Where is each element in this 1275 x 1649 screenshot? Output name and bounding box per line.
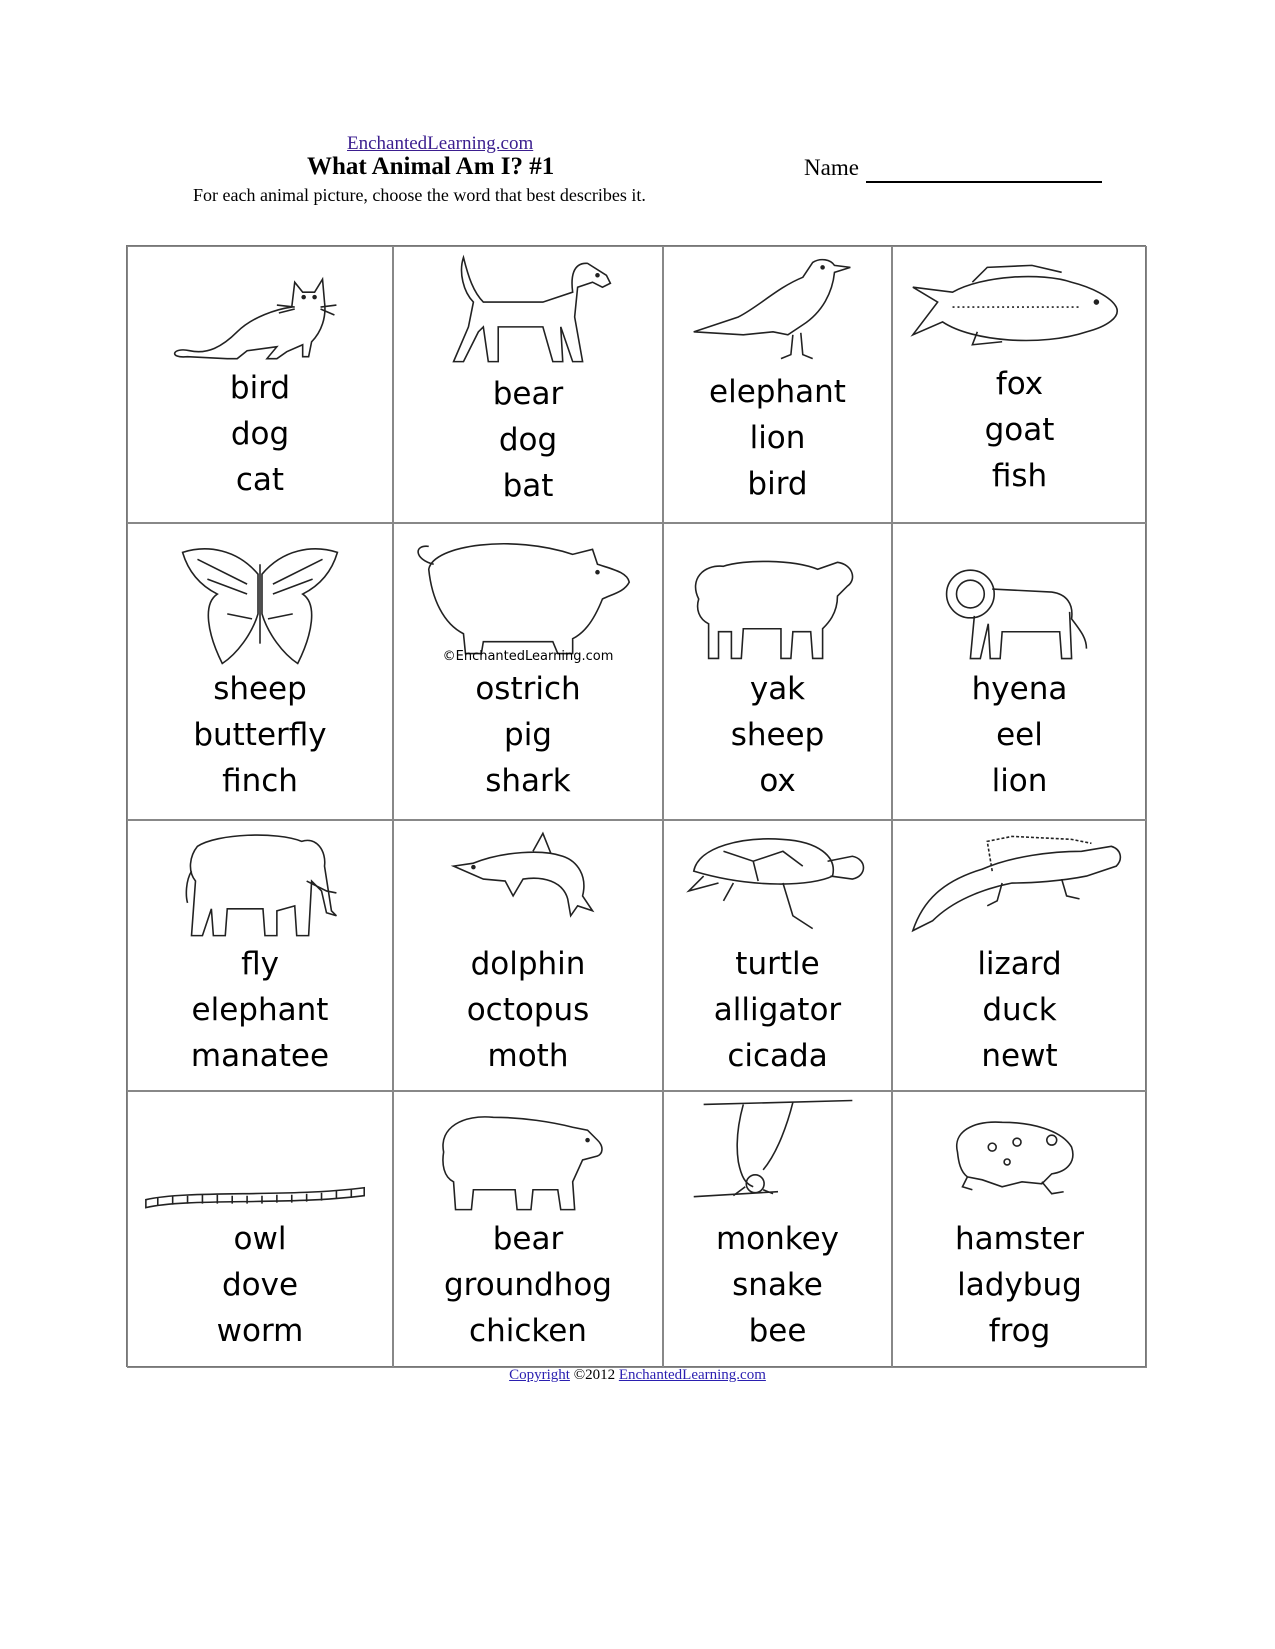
word-option[interactable]: dove <box>221 1267 299 1303</box>
word-choices <box>893 941 1146 1079</box>
word-choices <box>664 666 891 804</box>
name-blank-line[interactable] <box>866 181 1102 183</box>
word-option[interactable]: hyena <box>971 671 1068 707</box>
animal-cell-5 <box>127 523 393 820</box>
word-option[interactable]: ladybug <box>957 1267 1082 1303</box>
word-option[interactable]: bee <box>748 1313 807 1349</box>
monkey-icon <box>664 1092 891 1222</box>
word-option[interactable]: cicada <box>727 1038 828 1074</box>
copyright-year: ©2012 <box>573 1367 616 1383</box>
word-option[interactable]: hamster <box>955 1221 1084 1257</box>
word-option[interactable]: frog <box>988 1313 1051 1349</box>
animal-cell-10 <box>393 820 663 1091</box>
word-option[interactable]: dolphin <box>470 946 586 982</box>
word-option[interactable]: owl <box>233 1221 287 1257</box>
animal-cell-7 <box>663 523 892 820</box>
elephant-icon <box>128 821 392 951</box>
word-option[interactable]: elephant <box>709 374 846 410</box>
word-option[interactable]: butterfly <box>193 717 327 753</box>
word-choices <box>394 941 662 1079</box>
word-option[interactable]: alligator <box>713 992 842 1028</box>
word-option[interactable]: bat <box>502 468 554 504</box>
watermark-text: ©EnchantedLearning.com <box>442 649 614 664</box>
dog-icon <box>394 247 662 377</box>
animal-cell-8 <box>892 523 1147 820</box>
word-option[interactable]: fox <box>995 366 1044 402</box>
word-option[interactable]: lion <box>749 420 806 456</box>
animal-cell-15 <box>663 1091 892 1368</box>
word-option[interactable]: moth <box>487 1038 569 1074</box>
word-option[interactable]: goat <box>984 412 1055 448</box>
animal-cell-4 <box>892 246 1147 523</box>
word-choices <box>893 666 1146 804</box>
animal-cell-1 <box>127 246 393 523</box>
worm-icon <box>128 1092 392 1222</box>
word-option[interactable]: bear <box>492 376 564 412</box>
animal-cell-16 <box>892 1091 1147 1368</box>
word-choices <box>128 1216 392 1354</box>
butterfly-icon <box>128 524 392 674</box>
word-option[interactable]: duck <box>982 992 1057 1028</box>
word-option[interactable]: turtle <box>735 946 820 982</box>
bear-icon <box>394 1092 662 1222</box>
word-option[interactable]: sheep <box>730 717 825 753</box>
word-option[interactable]: fish <box>991 458 1048 494</box>
animal-cell-3 <box>663 246 892 523</box>
word-option[interactable]: ostrich <box>475 671 581 707</box>
word-option[interactable]: lizard <box>977 946 1062 982</box>
cat-icon <box>128 247 392 377</box>
word-choices <box>664 369 891 507</box>
word-choices <box>394 666 662 804</box>
word-option[interactable]: cat <box>235 462 285 498</box>
instructions: For each animal picture, choose the word that best describes it. <box>193 185 646 205</box>
word-option[interactable]: octopus <box>466 992 590 1028</box>
word-choices <box>128 666 392 804</box>
dolphin-icon <box>394 821 662 951</box>
word-option[interactable]: yak <box>749 671 806 707</box>
word-choices <box>893 1216 1146 1354</box>
word-option[interactable]: dog <box>230 416 290 452</box>
word-choices <box>394 371 662 509</box>
footer-site-link[interactable]: EnchantedLearning.com <box>618 1367 766 1383</box>
word-choices <box>893 361 1146 499</box>
word-option[interactable]: ox <box>759 763 796 799</box>
word-option[interactable]: chicken <box>469 1313 587 1349</box>
animal-cell-11 <box>663 820 892 1091</box>
site-link[interactable]: EnchantedLearning.com <box>347 133 534 154</box>
page-title: What Animal Am I? #1 <box>307 153 555 180</box>
animal-grid <box>126 245 1146 1367</box>
word-choices <box>394 1216 662 1354</box>
frog-icon <box>893 1092 1146 1222</box>
word-option[interactable]: elephant <box>191 992 329 1028</box>
word-option[interactable]: monkey <box>715 1221 840 1257</box>
footer <box>0 1367 1275 1384</box>
word-option[interactable]: groundhog <box>444 1267 612 1303</box>
lizard-icon <box>893 821 1146 951</box>
word-option[interactable]: snake <box>732 1267 823 1303</box>
word-option[interactable]: shark <box>485 763 571 799</box>
word-choices <box>128 941 392 1079</box>
animal-cell-12 <box>892 820 1147 1091</box>
word-choices <box>664 1216 891 1354</box>
word-option[interactable]: bird <box>747 466 808 502</box>
word-option[interactable]: dog <box>498 422 558 458</box>
animal-cell-13 <box>127 1091 393 1368</box>
word-option[interactable]: finch <box>222 763 298 799</box>
animal-cell-14 <box>393 1091 663 1368</box>
word-option[interactable]: sheep <box>213 671 307 707</box>
word-choices <box>128 365 392 503</box>
lion-icon <box>893 524 1146 674</box>
name-label: Name <box>804 155 859 180</box>
word-option[interactable]: worm <box>216 1313 304 1349</box>
bird-icon <box>664 247 891 377</box>
word-option[interactable]: pig <box>504 717 552 753</box>
animal-cell-2 <box>393 246 663 523</box>
copyright-link[interactable]: Copyright <box>509 1367 570 1383</box>
word-option[interactable]: lion <box>991 763 1048 799</box>
word-option[interactable]: newt <box>981 1038 1058 1074</box>
word-option[interactable]: bear <box>492 1221 564 1257</box>
turtle-icon <box>664 821 891 951</box>
fish-icon <box>893 247 1146 377</box>
word-choices <box>664 941 891 1079</box>
animal-cell-6 <box>393 523 663 820</box>
word-option[interactable]: fly <box>241 946 279 982</box>
word-option[interactable]: eel <box>996 717 1043 753</box>
word-option[interactable]: bird <box>229 370 291 406</box>
animal-cell-9 <box>127 820 393 1091</box>
word-option[interactable]: manatee <box>190 1038 330 1074</box>
sheep-icon <box>664 524 891 674</box>
